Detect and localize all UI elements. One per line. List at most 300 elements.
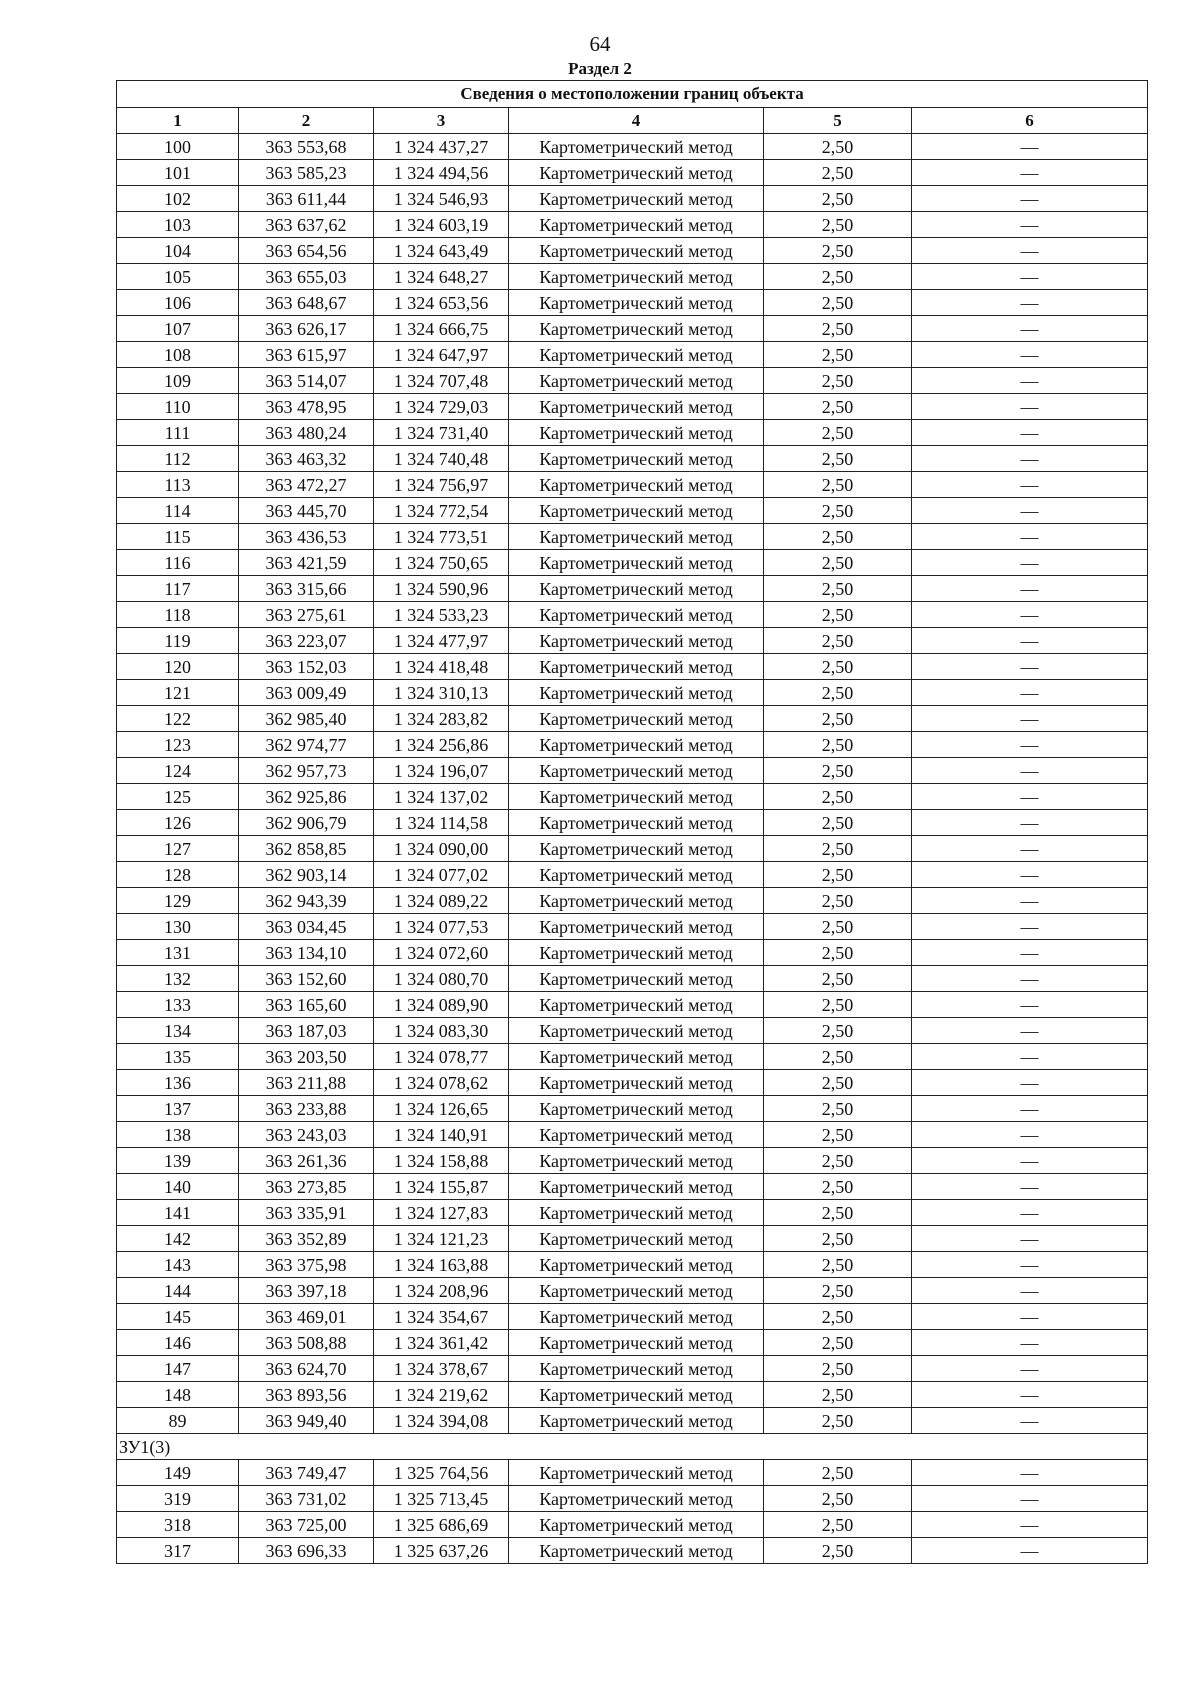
table-row xyxy=(117,888,1148,914)
x-coordinate-cell: 363 725,00 xyxy=(239,1512,374,1538)
accuracy-cell: 2,50 xyxy=(764,1408,912,1434)
table-row xyxy=(117,290,1148,316)
x-coordinate-cell: 363 893,56 xyxy=(239,1382,374,1408)
x-coordinate-cell: 363 478,95 xyxy=(239,394,374,420)
method-cell: Картометрический метод xyxy=(509,706,764,732)
method-cell: Картометрический метод xyxy=(509,576,764,602)
y-coordinate-cell: 1 324 361,42 xyxy=(374,1330,509,1356)
description-cell: — xyxy=(912,550,1148,576)
method-cell: Картометрический метод xyxy=(509,1200,764,1226)
section-title: Раздел 2 xyxy=(568,59,632,78)
description-cell: — xyxy=(912,264,1148,290)
accuracy-cell: 2,50 xyxy=(764,654,912,680)
description-cell: — xyxy=(912,706,1148,732)
description-cell: — xyxy=(912,446,1148,472)
description-cell: — xyxy=(912,914,1148,940)
point-number-cell: 136 xyxy=(117,1070,239,1096)
y-coordinate-cell: 1 324 740,48 xyxy=(374,446,509,472)
column-number-4: 4 xyxy=(509,108,764,134)
table-row xyxy=(117,342,1148,368)
description-cell: — xyxy=(912,290,1148,316)
method-cell: Картометрический метод xyxy=(509,212,764,238)
point-number-cell: 107 xyxy=(117,316,239,342)
table-row xyxy=(117,212,1148,238)
description-cell: — xyxy=(912,628,1148,654)
x-coordinate-cell: 363 009,49 xyxy=(239,680,374,706)
point-number-cell: 113 xyxy=(117,472,239,498)
point-number-cell: 101 xyxy=(117,160,239,186)
accuracy-cell: 2,50 xyxy=(764,1330,912,1356)
y-coordinate-cell: 1 324 731,40 xyxy=(374,420,509,446)
accuracy-cell: 2,50 xyxy=(764,940,912,966)
accuracy-cell: 2,50 xyxy=(764,472,912,498)
accuracy-cell: 2,50 xyxy=(764,1382,912,1408)
accuracy-cell: 2,50 xyxy=(764,1460,912,1486)
accuracy-cell: 2,50 xyxy=(764,368,912,394)
table-row xyxy=(117,1018,1148,1044)
accuracy-cell: 2,50 xyxy=(764,706,912,732)
point-number-cell: 125 xyxy=(117,784,239,810)
accuracy-cell: 2,50 xyxy=(764,342,912,368)
x-coordinate-cell: 363 463,32 xyxy=(239,446,374,472)
y-coordinate-cell: 1 324 089,22 xyxy=(374,888,509,914)
point-number-cell: 137 xyxy=(117,1096,239,1122)
accuracy-cell: 2,50 xyxy=(764,680,912,706)
point-number-cell: 117 xyxy=(117,576,239,602)
point-number-cell: 105 xyxy=(117,264,239,290)
y-coordinate-cell: 1 324 603,19 xyxy=(374,212,509,238)
y-coordinate-cell: 1 324 750,65 xyxy=(374,550,509,576)
method-cell: Картометрический метод xyxy=(509,1122,764,1148)
method-cell: Картометрический метод xyxy=(509,914,764,940)
table-row xyxy=(117,394,1148,420)
x-coordinate-cell: 363 696,33 xyxy=(239,1538,374,1564)
accuracy-cell: 2,50 xyxy=(764,1044,912,1070)
accuracy-cell: 2,50 xyxy=(764,238,912,264)
x-coordinate-cell: 363 615,97 xyxy=(239,342,374,368)
x-coordinate-cell: 363 273,85 xyxy=(239,1174,374,1200)
description-cell: — xyxy=(912,888,1148,914)
y-coordinate-cell: 1 324 647,97 xyxy=(374,342,509,368)
accuracy-cell: 2,50 xyxy=(764,316,912,342)
x-coordinate-cell: 363 203,50 xyxy=(239,1044,374,1070)
point-number-cell: 319 xyxy=(117,1486,239,1512)
description-cell: — xyxy=(912,576,1148,602)
point-number-cell: 104 xyxy=(117,238,239,264)
method-cell: Картометрический метод xyxy=(509,290,764,316)
x-coordinate-cell: 363 480,24 xyxy=(239,420,374,446)
accuracy-cell: 2,50 xyxy=(764,628,912,654)
x-coordinate-cell: 363 611,44 xyxy=(239,186,374,212)
x-coordinate-cell: 362 943,39 xyxy=(239,888,374,914)
accuracy-cell: 2,50 xyxy=(764,212,912,238)
method-cell: Картометрический метод xyxy=(509,1070,764,1096)
x-coordinate-cell: 363 034,45 xyxy=(239,914,374,940)
method-cell: Картометрический метод xyxy=(509,160,764,186)
table-row xyxy=(117,836,1148,862)
method-cell: Картометрический метод xyxy=(509,1278,764,1304)
method-cell: Картометрический метод xyxy=(509,940,764,966)
point-number-cell: 139 xyxy=(117,1148,239,1174)
point-number-cell: 147 xyxy=(117,1356,239,1382)
table-row xyxy=(117,1278,1148,1304)
description-cell: — xyxy=(912,758,1148,784)
method-cell: Картометрический метод xyxy=(509,1356,764,1382)
method-cell: Картометрический метод xyxy=(509,394,764,420)
point-number-cell: 115 xyxy=(117,524,239,550)
table-row xyxy=(117,862,1148,888)
method-cell: Картометрический метод xyxy=(509,264,764,290)
table-row xyxy=(117,758,1148,784)
accuracy-cell: 2,50 xyxy=(764,524,912,550)
x-coordinate-cell: 363 152,03 xyxy=(239,654,374,680)
description-cell: — xyxy=(912,1512,1148,1538)
description-cell: — xyxy=(912,654,1148,680)
accuracy-cell: 2,50 xyxy=(764,1486,912,1512)
table-row xyxy=(117,992,1148,1018)
y-coordinate-cell: 1 324 533,23 xyxy=(374,602,509,628)
point-number-cell: 148 xyxy=(117,1382,239,1408)
method-cell: Картометрический метод xyxy=(509,654,764,680)
accuracy-cell: 2,50 xyxy=(764,1304,912,1330)
y-coordinate-cell: 1 324 310,13 xyxy=(374,680,509,706)
description-cell: — xyxy=(912,680,1148,706)
point-number-cell: 123 xyxy=(117,732,239,758)
x-coordinate-cell: 363 261,36 xyxy=(239,1148,374,1174)
point-number-cell: 133 xyxy=(117,992,239,1018)
y-coordinate-cell: 1 325 713,45 xyxy=(374,1486,509,1512)
y-coordinate-cell: 1 324 140,91 xyxy=(374,1122,509,1148)
table-row xyxy=(117,186,1148,212)
table-row xyxy=(117,1148,1148,1174)
method-cell: Картометрический метод xyxy=(509,1486,764,1512)
table-row xyxy=(117,602,1148,628)
y-coordinate-cell: 1 324 208,96 xyxy=(374,1278,509,1304)
method-cell: Картометрический метод xyxy=(509,1226,764,1252)
x-coordinate-cell: 363 335,91 xyxy=(239,1200,374,1226)
description-cell: — xyxy=(912,1356,1148,1382)
page-number: 64 xyxy=(589,32,611,56)
point-number-cell: 119 xyxy=(117,628,239,654)
method-cell: Картометрический метод xyxy=(509,1460,764,1486)
y-coordinate-cell: 1 325 686,69 xyxy=(374,1512,509,1538)
accuracy-cell: 2,50 xyxy=(764,1226,912,1252)
description-cell: — xyxy=(912,368,1148,394)
y-coordinate-cell: 1 324 127,83 xyxy=(374,1200,509,1226)
y-coordinate-cell: 1 324 080,70 xyxy=(374,966,509,992)
method-cell: Картометрический метод xyxy=(509,732,764,758)
table-row xyxy=(117,1200,1148,1226)
x-coordinate-cell: 362 974,77 xyxy=(239,732,374,758)
y-coordinate-cell: 1 324 114,58 xyxy=(374,810,509,836)
point-number-cell: 111 xyxy=(117,420,239,446)
description-cell: — xyxy=(912,394,1148,420)
table-row xyxy=(117,1226,1148,1252)
accuracy-cell: 2,50 xyxy=(764,1174,912,1200)
method-cell: Картометрический метод xyxy=(509,420,764,446)
table-row xyxy=(117,316,1148,342)
column-number-6: 6 xyxy=(912,108,1148,134)
accuracy-cell: 2,50 xyxy=(764,992,912,1018)
y-coordinate-cell: 1 324 256,86 xyxy=(374,732,509,758)
accuracy-cell: 2,50 xyxy=(764,1096,912,1122)
y-coordinate-cell: 1 324 078,77 xyxy=(374,1044,509,1070)
description-cell: — xyxy=(912,1538,1148,1564)
description-cell: — xyxy=(912,784,1148,810)
y-coordinate-cell: 1 324 546,93 xyxy=(374,186,509,212)
table-row xyxy=(117,940,1148,966)
description-cell: — xyxy=(912,1460,1148,1486)
y-coordinate-cell: 1 324 494,56 xyxy=(374,160,509,186)
table-row xyxy=(117,1382,1148,1408)
description-cell: — xyxy=(912,1148,1148,1174)
y-coordinate-cell: 1 324 354,67 xyxy=(374,1304,509,1330)
point-number-cell: 112 xyxy=(117,446,239,472)
point-number-cell: 109 xyxy=(117,368,239,394)
point-number-cell: 317 xyxy=(117,1538,239,1564)
table-row xyxy=(117,1486,1148,1512)
description-cell: — xyxy=(912,1382,1148,1408)
method-cell: Картометрический метод xyxy=(509,602,764,628)
accuracy-cell: 2,50 xyxy=(764,836,912,862)
accuracy-cell: 2,50 xyxy=(764,446,912,472)
table-row xyxy=(117,1356,1148,1382)
accuracy-cell: 2,50 xyxy=(764,394,912,420)
accuracy-cell: 2,50 xyxy=(764,914,912,940)
x-coordinate-cell: 363 223,07 xyxy=(239,628,374,654)
description-cell: — xyxy=(912,836,1148,862)
y-coordinate-cell: 1 324 643,49 xyxy=(374,238,509,264)
description-cell: — xyxy=(912,1486,1148,1512)
description-cell: — xyxy=(912,940,1148,966)
point-number-cell: 149 xyxy=(117,1460,239,1486)
point-number-cell: 116 xyxy=(117,550,239,576)
x-coordinate-cell: 363 352,89 xyxy=(239,1226,374,1252)
x-coordinate-cell: 363 375,98 xyxy=(239,1252,374,1278)
accuracy-cell: 2,50 xyxy=(764,1278,912,1304)
method-cell: Картометрический метод xyxy=(509,498,764,524)
x-coordinate-cell: 363 654,56 xyxy=(239,238,374,264)
point-number-cell: 143 xyxy=(117,1252,239,1278)
point-number-cell: 103 xyxy=(117,212,239,238)
accuracy-cell: 2,50 xyxy=(764,290,912,316)
method-cell: Картометрический метод xyxy=(509,550,764,576)
y-coordinate-cell: 1 324 707,48 xyxy=(374,368,509,394)
table-row xyxy=(117,264,1148,290)
table-row xyxy=(117,1174,1148,1200)
x-coordinate-cell: 363 949,40 xyxy=(239,1408,374,1434)
method-cell: Картометрический метод xyxy=(509,342,764,368)
x-coordinate-cell: 363 397,18 xyxy=(239,1278,374,1304)
x-coordinate-cell: 362 906,79 xyxy=(239,810,374,836)
table-row xyxy=(117,732,1148,758)
column-number-2: 2 xyxy=(239,108,374,134)
point-number-cell: 142 xyxy=(117,1226,239,1252)
x-coordinate-cell: 363 165,60 xyxy=(239,992,374,1018)
point-number-cell: 128 xyxy=(117,862,239,888)
point-number-cell: 122 xyxy=(117,706,239,732)
method-cell: Картометрический метод xyxy=(509,446,764,472)
table-row xyxy=(117,654,1148,680)
x-coordinate-cell: 363 187,03 xyxy=(239,1018,374,1044)
y-coordinate-cell: 1 324 137,02 xyxy=(374,784,509,810)
x-coordinate-cell: 363 275,61 xyxy=(239,602,374,628)
point-number-cell: 318 xyxy=(117,1512,239,1538)
y-coordinate-cell: 1 324 648,27 xyxy=(374,264,509,290)
accuracy-cell: 2,50 xyxy=(764,1148,912,1174)
y-coordinate-cell: 1 324 078,62 xyxy=(374,1070,509,1096)
x-coordinate-cell: 363 585,23 xyxy=(239,160,374,186)
x-coordinate-cell: 362 858,85 xyxy=(239,836,374,862)
description-cell: — xyxy=(912,1122,1148,1148)
point-number-cell: 108 xyxy=(117,342,239,368)
table-row xyxy=(117,1096,1148,1122)
method-cell: Картометрический метод xyxy=(509,628,764,654)
y-coordinate-cell: 1 325 764,56 xyxy=(374,1460,509,1486)
table-row xyxy=(117,914,1148,940)
description-cell: — xyxy=(912,524,1148,550)
point-number-cell: 134 xyxy=(117,1018,239,1044)
accuracy-cell: 2,50 xyxy=(764,498,912,524)
table-row xyxy=(117,1538,1148,1564)
method-cell: Картометрический метод xyxy=(509,186,764,212)
table-row xyxy=(117,1044,1148,1070)
accuracy-cell: 2,50 xyxy=(764,732,912,758)
table-row xyxy=(117,1304,1148,1330)
table-row xyxy=(117,1512,1148,1538)
table-row xyxy=(117,134,1148,160)
y-coordinate-cell: 1 324 418,48 xyxy=(374,654,509,680)
description-cell: — xyxy=(912,810,1148,836)
method-cell: Картометрический метод xyxy=(509,836,764,862)
x-coordinate-cell: 363 731,02 xyxy=(239,1486,374,1512)
table-row xyxy=(117,576,1148,602)
y-coordinate-cell: 1 324 772,54 xyxy=(374,498,509,524)
point-number-cell: 124 xyxy=(117,758,239,784)
point-number-cell: 110 xyxy=(117,394,239,420)
table-row xyxy=(117,784,1148,810)
x-coordinate-cell: 363 624,70 xyxy=(239,1356,374,1382)
accuracy-cell: 2,50 xyxy=(764,888,912,914)
accuracy-cell: 2,50 xyxy=(764,1122,912,1148)
accuracy-cell: 2,50 xyxy=(764,1070,912,1096)
column-number-3: 3 xyxy=(374,108,509,134)
description-cell: — xyxy=(912,862,1148,888)
description-cell: — xyxy=(912,1408,1148,1434)
method-cell: Картометрический метод xyxy=(509,888,764,914)
method-cell: Картометрический метод xyxy=(509,1304,764,1330)
description-cell: — xyxy=(912,134,1148,160)
table-row xyxy=(117,1122,1148,1148)
y-coordinate-cell: 1 324 089,90 xyxy=(374,992,509,1018)
x-coordinate-cell: 363 469,01 xyxy=(239,1304,374,1330)
point-number-cell: 135 xyxy=(117,1044,239,1070)
x-coordinate-cell: 363 508,88 xyxy=(239,1330,374,1356)
y-coordinate-cell: 1 324 756,97 xyxy=(374,472,509,498)
method-cell: Картометрический метод xyxy=(509,758,764,784)
table-row xyxy=(117,368,1148,394)
accuracy-cell: 2,50 xyxy=(764,758,912,784)
accuracy-cell: 2,50 xyxy=(764,134,912,160)
table-row xyxy=(117,1408,1148,1434)
description-cell: — xyxy=(912,1018,1148,1044)
x-coordinate-cell: 362 903,14 xyxy=(239,862,374,888)
method-cell: Картометрический метод xyxy=(509,680,764,706)
description-cell: — xyxy=(912,1174,1148,1200)
table-row xyxy=(117,810,1148,836)
table-row xyxy=(117,680,1148,706)
x-coordinate-cell: 363 626,17 xyxy=(239,316,374,342)
y-coordinate-cell: 1 324 378,67 xyxy=(374,1356,509,1382)
description-cell: — xyxy=(912,1200,1148,1226)
x-coordinate-cell: 362 985,40 xyxy=(239,706,374,732)
column-number-1: 1 xyxy=(117,108,239,134)
table-row xyxy=(117,628,1148,654)
y-coordinate-cell: 1 324 590,96 xyxy=(374,576,509,602)
point-number-cell: 130 xyxy=(117,914,239,940)
accuracy-cell: 2,50 xyxy=(764,160,912,186)
table-row xyxy=(117,1460,1148,1486)
description-cell: — xyxy=(912,498,1148,524)
table-body xyxy=(117,134,1148,1564)
x-coordinate-cell: 363 472,27 xyxy=(239,472,374,498)
point-number-cell: 100 xyxy=(117,134,239,160)
y-coordinate-cell: 1 324 163,88 xyxy=(374,1252,509,1278)
point-number-cell: 144 xyxy=(117,1278,239,1304)
point-number-cell: 141 xyxy=(117,1200,239,1226)
accuracy-cell: 2,50 xyxy=(764,186,912,212)
y-coordinate-cell: 1 324 090,00 xyxy=(374,836,509,862)
method-cell: Картометрический метод xyxy=(509,1096,764,1122)
x-coordinate-cell: 363 749,47 xyxy=(239,1460,374,1486)
table-row xyxy=(117,498,1148,524)
y-coordinate-cell: 1 324 653,56 xyxy=(374,290,509,316)
description-cell: — xyxy=(912,212,1148,238)
y-coordinate-cell: 1 324 437,27 xyxy=(374,134,509,160)
description-cell: — xyxy=(912,186,1148,212)
x-coordinate-cell: 363 514,07 xyxy=(239,368,374,394)
x-coordinate-cell: 363 445,70 xyxy=(239,498,374,524)
accuracy-cell: 2,50 xyxy=(764,1356,912,1382)
x-coordinate-cell: 362 925,86 xyxy=(239,784,374,810)
point-number-cell: 118 xyxy=(117,602,239,628)
accuracy-cell: 2,50 xyxy=(764,420,912,446)
x-coordinate-cell: 363 655,03 xyxy=(239,264,374,290)
column-number-5: 5 xyxy=(764,108,912,134)
description-cell: — xyxy=(912,1304,1148,1330)
point-number-cell: 131 xyxy=(117,940,239,966)
point-number-cell: 127 xyxy=(117,836,239,862)
description-cell: — xyxy=(912,420,1148,446)
description-cell: — xyxy=(912,472,1148,498)
description-cell: — xyxy=(912,1278,1148,1304)
description-cell: — xyxy=(912,1070,1148,1096)
table-row xyxy=(117,472,1148,498)
description-cell: — xyxy=(912,1044,1148,1070)
boundary-coordinates-table xyxy=(116,80,1148,1564)
description-cell: — xyxy=(912,342,1148,368)
method-cell: Картометрический метод xyxy=(509,1018,764,1044)
method-cell: Картометрический метод xyxy=(509,524,764,550)
table-row xyxy=(117,446,1148,472)
accuracy-cell: 2,50 xyxy=(764,862,912,888)
y-coordinate-cell: 1 324 077,53 xyxy=(374,914,509,940)
y-coordinate-cell: 1 324 219,62 xyxy=(374,1382,509,1408)
description-cell: — xyxy=(912,732,1148,758)
accuracy-cell: 2,50 xyxy=(764,784,912,810)
method-cell: Картометрический метод xyxy=(509,368,764,394)
y-coordinate-cell: 1 324 666,75 xyxy=(374,316,509,342)
